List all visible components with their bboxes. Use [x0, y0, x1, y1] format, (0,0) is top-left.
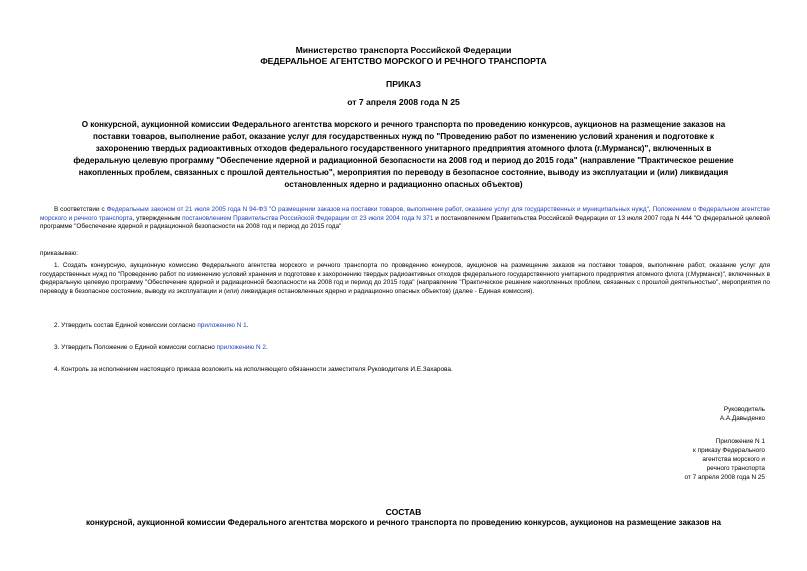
federal-law-link[interactable]: Федеральным законом от 21 июля 2005 года N 94-ФЗ "О размещении заказов на поставки товаров, выполнение работ, оказание услуг для государственных и муниципальных нужд"	[106, 206, 649, 213]
signature-name: А.А.Давыденко	[719, 415, 765, 422]
appendix-2-link[interactable]: приложению N 2	[216, 344, 266, 351]
order-item-1: 1. Создать конкурсную, аукционную комиссию Федерального агентства морского и речного транспорта по проведению конкурсов, аукционов на размещение заказов на поставки товаров, выполнение работ, оказание услуг для государственных нужд по "Проведению работ по изменению условий хранения и подготовке к захоронению твердых радиоактивных отходов федерального государственного унитарного предприятия атомного флота (г.Мурманск)", включенных в федеральную целевую программу "Обеспечение ядерной и радиационной безопасности на 2008 год и период до 2015 года" (направление "Практическое решение накопленных проблем, связанных с прошлой деятельностью", мероприятия по переводу в безопасное состояние, выводу из эксплуатации и (или) ликвидация остановленных ядерно и радиационно опасных объектов) (далее - Единая комиссия).	[40, 262, 770, 295]
appendix-line: от 7 апреля 2008 года N 25	[684, 474, 765, 481]
title-line: захоронению твердых радиоактивных отходов федерального государственного унитарного предприятия атомного флота (г.Мурманск)", включенных в	[95, 144, 712, 153]
appendix-line: Приложение N 1	[715, 438, 765, 445]
preamble-paragraph	[40, 206, 770, 232]
appendix-line: к приказу Федерального	[693, 447, 765, 454]
appendix-line: речного транспорта	[706, 465, 765, 472]
title-line: остановленных ядерно и радиационно опасных объектов)	[284, 180, 523, 189]
doc-title	[0, 119, 807, 191]
item-text: 2. Утвердить состав Единой комиссии согласно	[54, 322, 198, 329]
sostav-line: конкурсной, аукционной комиссии Федерального агентства морского и речного транспорта по проведению конкурсов, аукционов на размещение заказов на	[85, 518, 722, 527]
signature-role: Руководитель	[723, 406, 765, 413]
item-text: .	[265, 344, 268, 351]
signature-block	[720, 405, 765, 423]
ministry-name: Министерство транспорта Российской Федерации	[295, 45, 512, 55]
appendix-line: агентства морского и	[702, 456, 765, 463]
item-text: 3. Утвердить Положение о Единой комиссии согласно	[54, 344, 217, 351]
order-item-2	[40, 322, 770, 331]
order-item-3	[40, 344, 770, 353]
preamble-text: , утвержденным	[132, 214, 183, 222]
preamble-text: ,	[648, 206, 653, 213]
item-text: .	[246, 322, 249, 329]
government-decree-link[interactable]: постановлением Правительства Российской Федерации от 23 июля 2004 года N 371	[182, 214, 434, 222]
title-line: поставки товаров, выполнение работ, оказание услуг для государственных нужд по "Проведению работ по изменению условий хранения и подготовке к	[92, 132, 715, 141]
order-word: приказываю:	[40, 250, 78, 257]
preamble-text: и постановлением Правительства Российской Федерации от 13 июля 2007 года N 444 "О федеральной целевой программе "Обеспечение ядерной и радиационной безопасности на 2008 год и период до 2015 года"	[40, 214, 770, 231]
doc-type: ПРИКАЗ	[386, 79, 421, 89]
sostav-heading: СОСТАВ	[385, 507, 422, 517]
appendix-1-link[interactable]: приложению N 1	[197, 322, 247, 329]
agency-name: ФЕДЕРАЛЬНОЕ АГЕНТСТВО МОРСКОГО И РЕЧНОГО ТРАНСПОРТА	[260, 56, 547, 66]
order-item-4: 4. Контроль за исполнением настоящего приказа возложить на исполняющего обязанности заместителя Руководителя И.Е.Захарова.	[54, 366, 453, 373]
agency-regulation-link[interactable]: Положением о Федеральном агентстве морского и речного транспорта	[40, 206, 770, 222]
preamble-text: В соответствии с	[54, 206, 107, 213]
title-line: федеральную целевую программу "Обеспечение ядерной и радиационной безопасности на 2008 год и период до 2015 года" (направление "Практическое решение	[73, 156, 734, 165]
title-line: накопленных проблем, связанных с прошлой деятельностью", мероприятия по переводу в безопасное состояние, выводу из эксплуатации и (или) ликвидация	[78, 168, 729, 177]
doc-date: от 7 апреля 2008 года N 25	[347, 97, 460, 107]
title-line: О конкурсной, аукционной комиссии Федерального агентства морского и речного транспорта по проведению конкурсов, аукционов на размещение заказов на	[81, 120, 726, 129]
appendix-block	[685, 437, 765, 482]
